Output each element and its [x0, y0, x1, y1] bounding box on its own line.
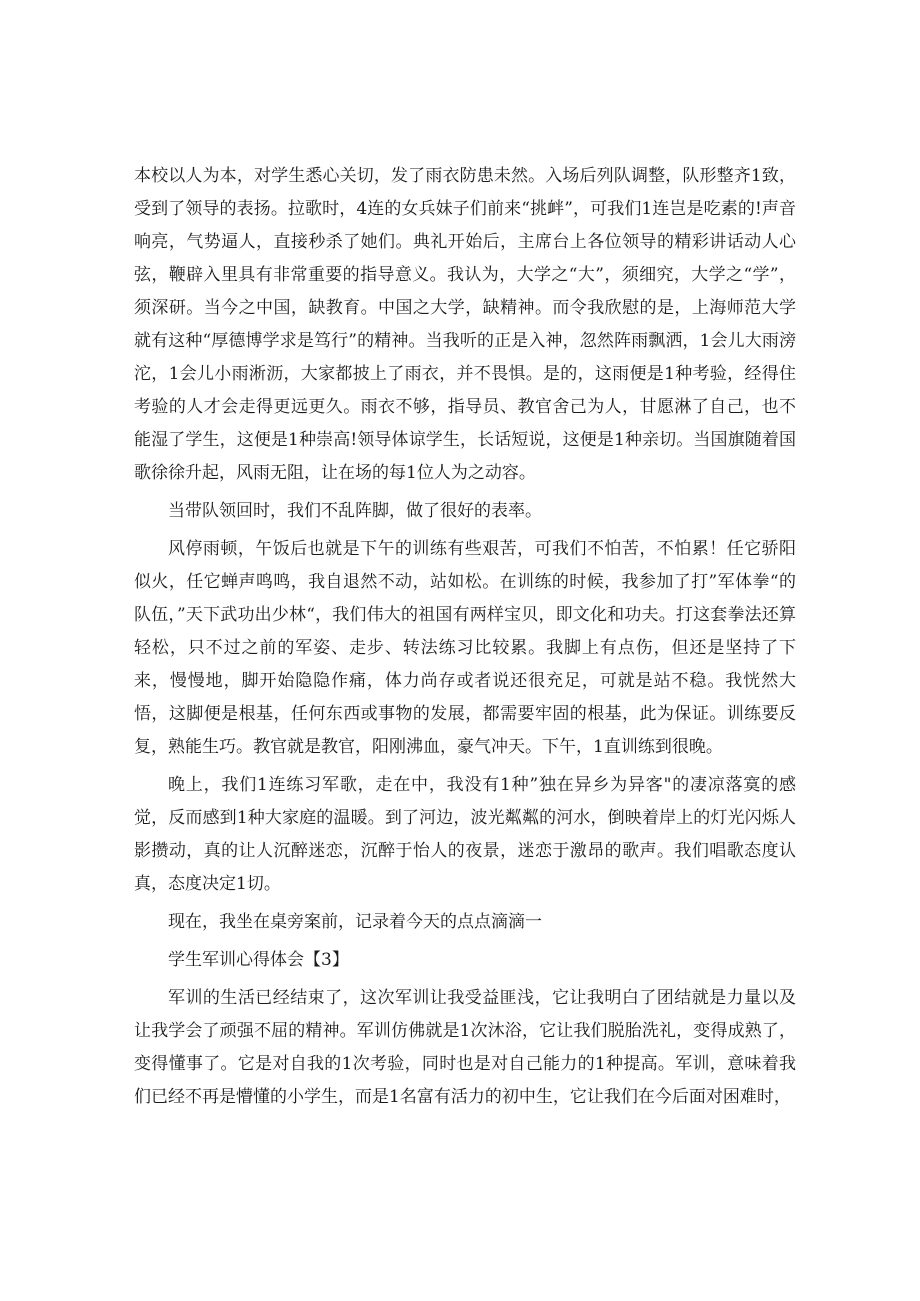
document-body [134, 160, 796, 1119]
paragraph-now: 现在，我坐在桌旁案前，记录着今天的点点滴滴一 [168, 912, 542, 932]
section-heading: 学生军训心得体会【3】 [168, 950, 349, 970]
paragraph-section-3: 军训的生活已经结束了，这次军训让我受益匪浅，它让我明白了团结就是力量以及让我学会了顽强不屈的精神。军训仿佛就是1次沐浴，它让我们脱胎洗礼，变得成熟了，变得懂事了。它是对自我的1次考验，同时也是对自己能力的1种提高。军训，意味着我们已经不再是懵懂的小学生，而是1名富有活力的初中生，它让我们在今后面对困难时， [134, 988, 796, 1107]
paragraph-evening-singing: 晚上，我们1连练习军歌，走在中，我没有1种”独在异乡为异客"的凄凉落寞的感觉，反而感到1种大家庭的温暖。到了河边，波光粼粼的河水，倒映着岸上的灯光闪烁人影攒动，真的让人沉醉迷恋，沉醉于怡人的夜景，迷恋于激昂的歌声。我们唱歌态度认真，态度决定1切。 [134, 775, 796, 894]
paragraph-return: 当带队领回时，我们不乱阵脚，做了很好的表率。 [168, 501, 542, 521]
paragraph-opening-ceremony: 本校以人为本，对学生悉心关切，发了雨衣防患未然。入场后列队调整，队形整齐1致，受到了领导的表扬。拉歌时，4连的女兵妹子们前来“挑衅”，可我们1连岂是吃素的!声音响亮，气势逼人，直接秒杀了她们。典礼开始后，主席台上各位领导的精彩讲话动人心弦，鞭辟入里具有非常重要的指导意义。我认为，大学之“大”，须细究，大学之“学”，须深研。当今之中国，缺教育。中国之大学，缺精神。而令我欣慰的是，上海师范大学就有这种“厚德博学求是笃行”的精神。当我听的正是入神，忽然阵雨飘洒，1会儿大雨滂沱，1会儿小雨淅沥，大家都披上了雨衣，并不畏惧。是的，这雨便是1种考验，经得住考验的人才会走得更远更久。雨衣不够，指导员、教官舍己为人，甘愿淋了自己，也不能湿了学生，这便是1种崇高!领导体谅学生，长话短说，这便是1种亲切。当国旗随着国歌徐徐升起，风雨无阻，让在场的每1位人为之动容。 [134, 166, 796, 483]
paragraph-afternoon-training: 风停雨顿，午饭后也就是下午的训练有些艰苦，可我们不怕苦，不怕累！任它骄阳似火，任它蝉声鸣鸣，我自退然不动，站如松。在训练的时候，我参加了打”军体拳“的队伍，”天下武功出少林“，我们伟大的祖国有两样宝贝，即文化和功夫。打这套拳法还算轻松，只不过之前的军姿、走步、转法练习比较累。我脚上有点伤，但还是坚持了下来，慢慢地，脚开始隐隐作痛，体力尚存或者说还很充足，可就是站不稳。我恍然大悟，这脚便是根基，任何东西或事物的发展，都需要牢固的根基，此为保证。训练要反复，熟能生巧。教官就是教官，阳刚沸血，豪气冲天。下午，1直训练到很晚。 [134, 539, 796, 757]
